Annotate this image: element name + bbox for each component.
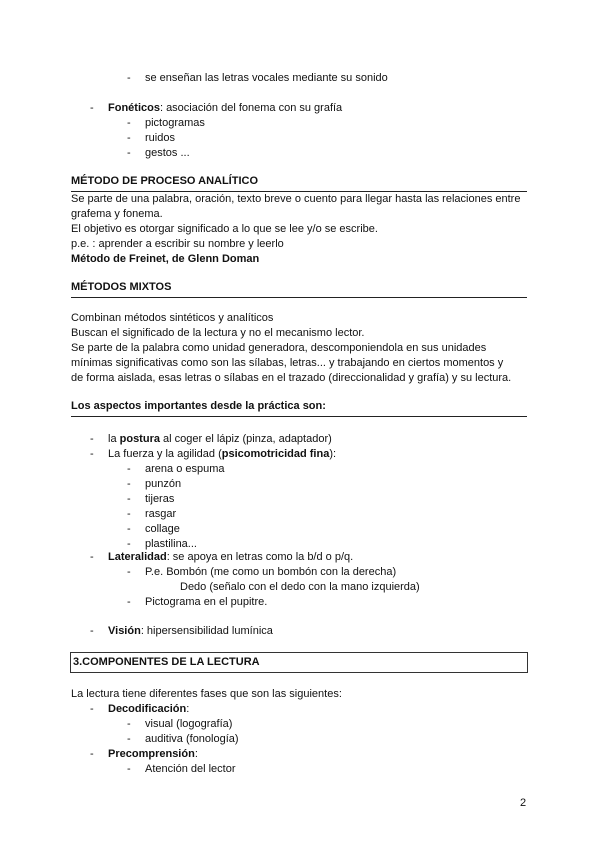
text: Buscan el significado de la lectura y no el mecanismo lector. — [71, 327, 365, 339]
list-item — [108, 101, 342, 115]
bullet-dash: - — [127, 493, 131, 505]
text: P.e. Bombón (me como un bombón con la derecha) — [145, 566, 397, 578]
heading-rule — [71, 297, 527, 298]
text: auditiva (fonología) — [145, 733, 239, 745]
bullet-dash: - — [127, 508, 131, 520]
list-item — [108, 447, 336, 461]
section-heading — [71, 280, 171, 294]
paragraph-line — [71, 356, 503, 370]
list-item — [145, 507, 176, 521]
list-item — [145, 462, 225, 476]
list-item — [145, 595, 267, 609]
bullet-dash: - — [90, 748, 94, 760]
text: plastilina... — [145, 538, 197, 550]
list-item — [145, 762, 236, 776]
section-heading — [71, 399, 326, 413]
text: : asociación del fonema con su grafía — [159, 102, 343, 114]
bullet-dash: - — [90, 551, 94, 563]
list-item — [180, 580, 420, 594]
paragraph-line — [71, 311, 273, 325]
paragraph-line — [71, 207, 163, 221]
list-item — [145, 146, 190, 160]
bullet-dash: - — [127, 72, 131, 84]
text: La fuerza y la agilidad ( — [108, 448, 222, 460]
bullet-dash: - — [127, 733, 131, 745]
list-item — [145, 116, 205, 130]
bold-text: Visión — [108, 625, 141, 637]
page-number: 2 — [520, 797, 527, 809]
text: arena o espuma — [145, 463, 225, 475]
bold-text: Fonéticos — [108, 102, 160, 114]
bullet-dash: - — [127, 538, 131, 550]
bullet-dash: - — [127, 596, 131, 608]
bold-text: Los aspectos importantes desde la práctica son: — [71, 400, 326, 412]
bullet-dash: - — [127, 763, 131, 775]
text: grafema y fonema. — [71, 208, 163, 220]
list-item — [145, 131, 175, 145]
text: visual (logografía) — [145, 718, 233, 730]
list-item — [145, 717, 232, 731]
list-item — [108, 702, 189, 716]
bullet-dash: - — [90, 625, 94, 637]
list-item — [108, 432, 332, 446]
bold-text: Lateralidad — [108, 551, 167, 563]
text: pictogramas — [145, 117, 205, 129]
list-item — [145, 477, 181, 491]
bullet-dash: - — [90, 102, 94, 114]
bullet-dash: - — [90, 433, 94, 445]
text: p.e. : aprender a escribir su nombre y leerlo — [71, 238, 284, 250]
bold-text: postura — [119, 433, 160, 445]
text: tijeras — [145, 493, 175, 505]
paragraph-line — [71, 192, 520, 206]
text: ruidos — [145, 132, 175, 144]
bullet-dash: - — [127, 566, 131, 578]
text: gestos ... — [145, 147, 190, 159]
bold-text: Método de Freinet, de Glenn Doman — [71, 253, 260, 265]
text: punzón — [145, 478, 182, 490]
list-item — [108, 624, 273, 638]
bullet-dash: - — [127, 478, 131, 490]
list-item — [108, 747, 198, 761]
list-item — [108, 550, 353, 564]
list-item — [145, 71, 388, 85]
text: : — [186, 703, 190, 715]
text: Combinan métodos sintéticos y analíticos — [71, 312, 274, 324]
text: se enseñan las letras vocales mediante su sonido — [145, 72, 388, 84]
list-item — [145, 565, 396, 579]
list-item — [145, 732, 239, 746]
list-item — [145, 492, 174, 506]
text: : hipersensibilidad lumínica — [140, 625, 273, 637]
paragraph-line — [71, 237, 284, 251]
bullet-dash: - — [90, 703, 94, 715]
paragraph-line — [71, 687, 342, 701]
text: Atención del lector — [145, 763, 236, 775]
bold-text: Precomprensión — [108, 748, 195, 760]
paragraph-line — [71, 371, 511, 385]
text: ): — [329, 448, 337, 460]
bullet-dash: - — [127, 132, 131, 144]
paragraph-line — [71, 222, 378, 236]
bold-text: MÉTODOS MIXTOS — [71, 281, 172, 293]
bold-text: psicomotricidad fina — [221, 448, 330, 460]
heading-rule — [71, 416, 527, 417]
text: Pictograma en el pupitre. — [145, 596, 268, 608]
list-item — [145, 522, 180, 536]
section-heading: 3.COMPONENTES DE LA LECTURA — [73, 656, 260, 668]
bold-text: MÉTODO DE PROCESO ANALÍTICO — [71, 175, 259, 187]
text: El objetivo es otorgar significado a lo que se lee y/o se escribe. — [71, 223, 378, 235]
text: la — [108, 433, 120, 445]
text: al coger el lápiz (pinza, adaptador) — [159, 433, 332, 445]
text: Dedo (señalo con el dedo con la mano izquierda) — [180, 581, 420, 593]
text: Se parte de una palabra, oración, texto breve o cuento para llegar hasta las relaciones entre — [71, 193, 521, 205]
text: La lectura tiene diferentes fases que son las siguientes: — [71, 688, 342, 700]
paragraph-line — [71, 341, 486, 355]
text: : se apoya en letras como la b/d o p/q. — [166, 551, 354, 563]
text: : — [194, 748, 198, 760]
text: Se parte de la palabra como unidad generadora, descomponiendola en sus unidades — [71, 342, 487, 354]
bullet-dash: - — [127, 718, 131, 730]
bullet-dash: - — [127, 117, 131, 129]
list-item — [145, 537, 197, 551]
paragraph-line — [71, 326, 365, 340]
paragraph-line — [71, 252, 259, 266]
bold-text: Decodificación — [108, 703, 187, 715]
text: rasgar — [145, 508, 177, 520]
bullet-dash: - — [127, 147, 131, 159]
text: collage — [145, 523, 180, 535]
bullet-dash: - — [127, 463, 131, 475]
section-heading-box — [70, 652, 528, 673]
text: mínimas significativas como son las sílabas, letras... y trabajando en ciertos momentos y — [71, 357, 504, 369]
text: de forma aislada, esas letras o sílabas en el trazado (direccionalidad y grafía) y su lectura. — [71, 372, 512, 384]
bullet-dash: - — [90, 448, 94, 460]
bullet-dash: - — [127, 523, 131, 535]
section-heading — [71, 174, 258, 188]
